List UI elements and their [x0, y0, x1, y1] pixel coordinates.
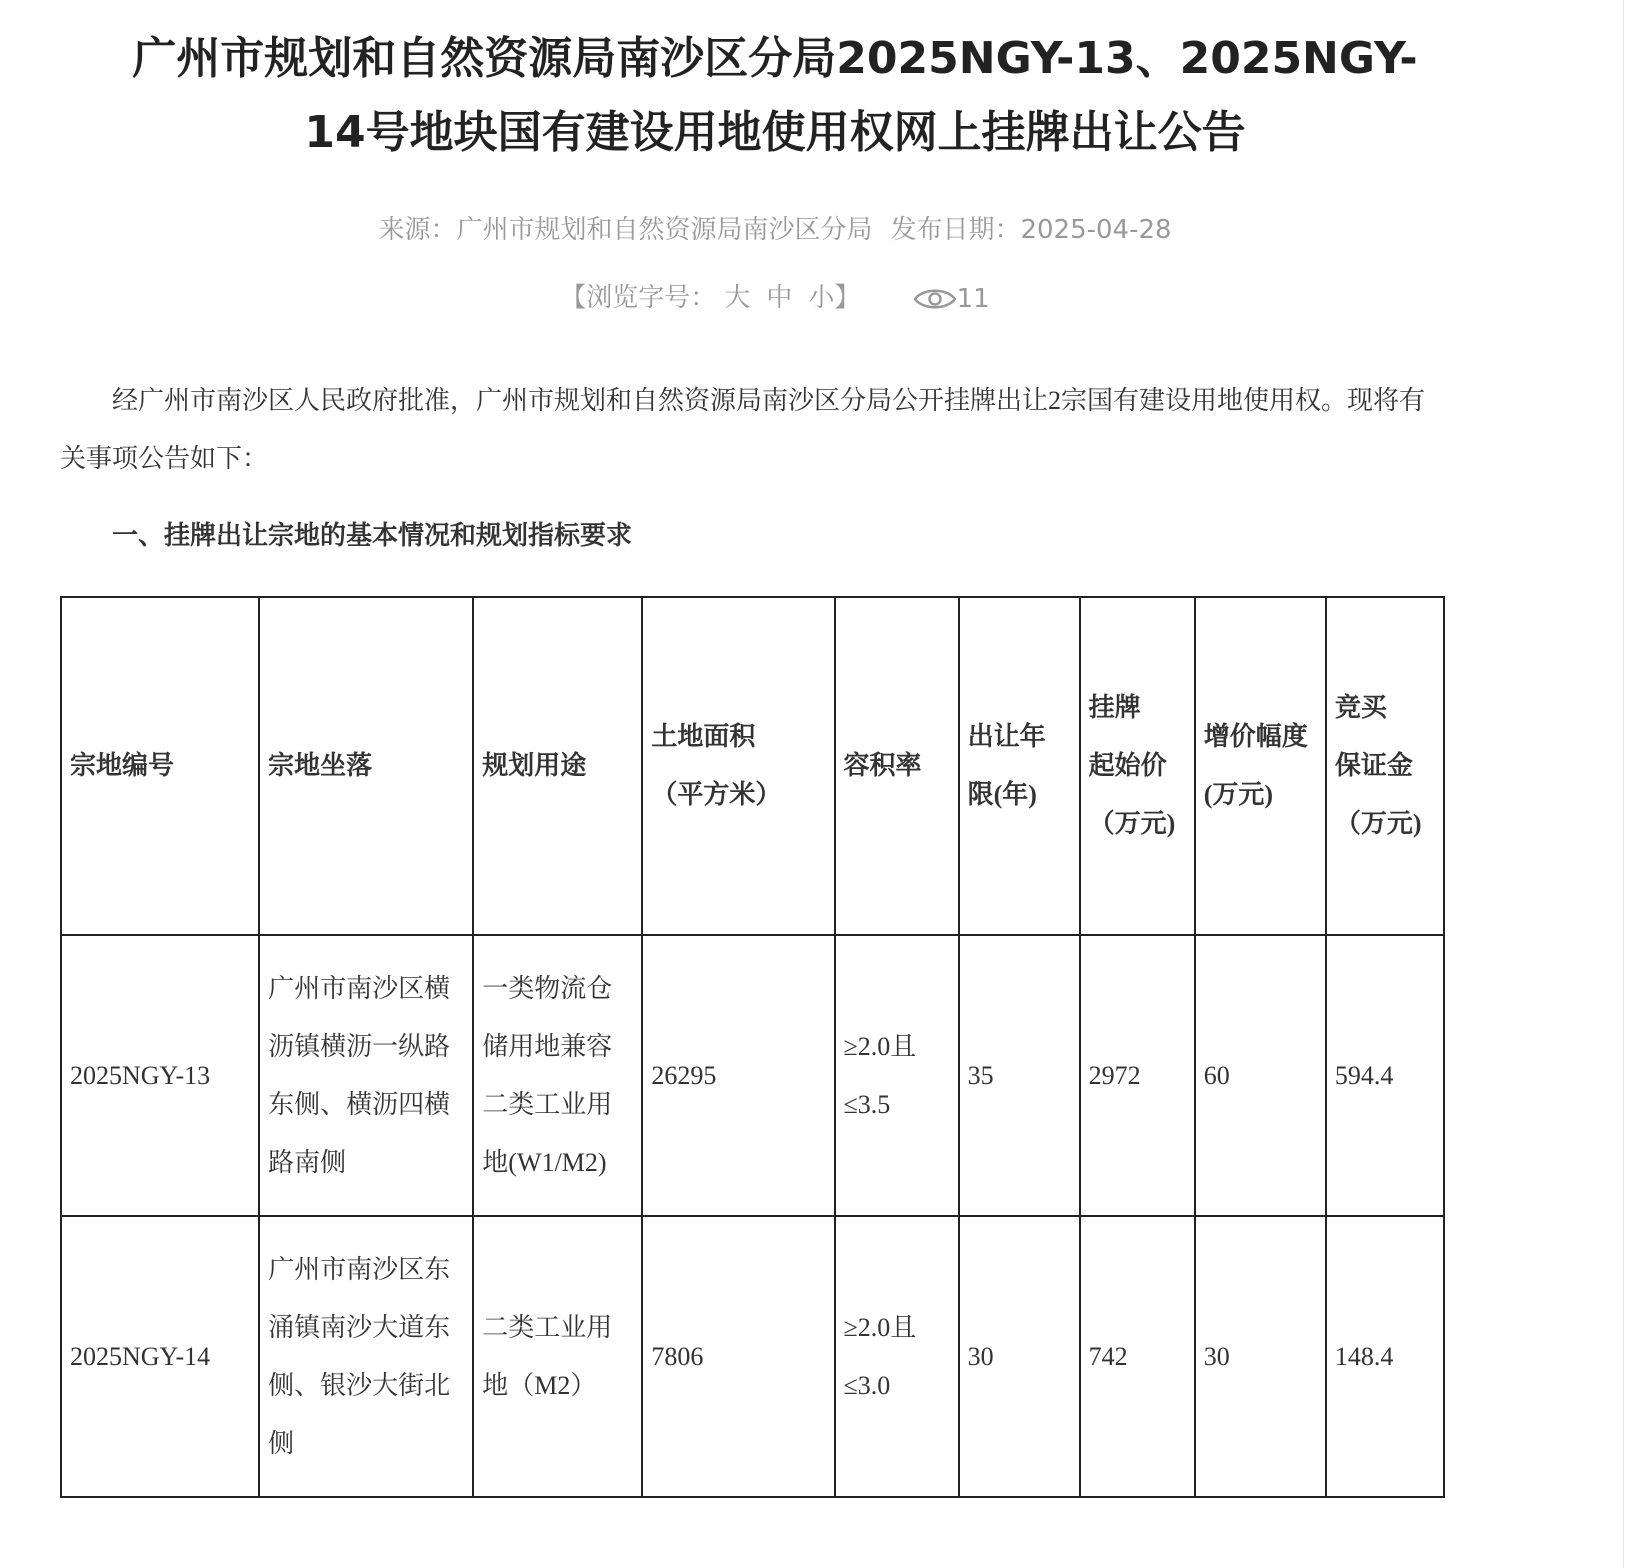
land-parcel-table: [60, 596, 1445, 1498]
cell-area: 7806: [642, 1216, 834, 1497]
cell-parcel-id: 2025NGY-14: [61, 1216, 259, 1497]
cell-increment: 30: [1195, 1216, 1326, 1497]
article-meta: [0, 210, 1550, 250]
cell-use: 一类物流仓储用地兼容二类工业用地(W1/M2): [473, 935, 642, 1216]
cell-location: 广州市南沙区东涌镇南沙大道东侧、银沙大街北侧: [259, 1216, 473, 1497]
cell-far: ≥2.0且≤3.5: [835, 935, 959, 1216]
cell-deposit: 148.4: [1326, 1216, 1444, 1497]
article-source: 来源：广州市规划和自然资源局南沙区分局: [378, 215, 873, 245]
cell-start-price: 2972: [1080, 935, 1195, 1216]
cell-term: 30: [959, 1216, 1080, 1497]
header-far: 容积率: [835, 597, 959, 935]
view-count: 11: [956, 283, 990, 314]
article-date: 发布日期：2025-04-28: [890, 215, 1172, 245]
header-use: 规划用途: [473, 597, 642, 935]
cell-location: 广州市南沙区横沥镇横沥一纵路东侧、横沥四横路南侧: [259, 935, 473, 1216]
font-size-small-button[interactable]: 小】: [808, 283, 861, 313]
header-area: 土地面积 （平方米）: [642, 597, 834, 935]
header-parcel-id: 宗地编号: [61, 597, 259, 935]
cell-area: 26295: [642, 935, 834, 1216]
header-location: 宗地坐落: [259, 597, 473, 935]
intro-paragraph: 经广州市南沙区人民政府批准，广州市规划和自然资源局南沙区分局公开挂牌出让2宗国有建设用地使用权。现将有关事项公告如下：: [60, 386, 1426, 473]
header-term: 出让年限(年): [959, 597, 1080, 935]
article-title-line2: 14号地块国有建设用地使用权网上挂牌出让公告: [304, 107, 1246, 158]
section-heading: 一、挂牌出让宗地的基本情况和规划指标要求: [112, 521, 633, 550]
header-start-price: 挂牌 起始价 （万元): [1080, 597, 1195, 935]
header-increment: 增价幅度(万元): [1195, 597, 1326, 935]
table-header-row: [61, 597, 1444, 935]
font-size-prefix: 【浏览字号：: [560, 283, 717, 313]
article-title: [0, 22, 1550, 170]
cell-parcel-id: 2025NGY-13: [61, 935, 259, 1216]
header-deposit: 竞买 保证金 （万元): [1326, 597, 1444, 935]
font-size-large-button[interactable]: 大: [724, 283, 751, 313]
view-counter: [913, 279, 990, 319]
eye-icon: [913, 285, 957, 313]
article-title-line1: 广州市规划和自然资源局南沙区分局2025NGY-13、2025NGY-: [132, 33, 1418, 84]
cell-term: 35: [959, 935, 1080, 1216]
cell-increment: 60: [1195, 935, 1326, 1216]
table-row: [61, 1216, 1444, 1497]
page-right-divider: [1623, 0, 1624, 1568]
font-size-switcher: [0, 278, 1550, 319]
cell-far: ≥2.0且≤3.0: [835, 1216, 959, 1497]
cell-use: 二类工业用地（M2）: [473, 1216, 642, 1497]
font-size-medium-button[interactable]: 中: [766, 283, 793, 313]
table-row: [61, 935, 1444, 1216]
cell-deposit: 594.4: [1326, 935, 1444, 1216]
cell-start-price: 742: [1080, 1216, 1195, 1497]
